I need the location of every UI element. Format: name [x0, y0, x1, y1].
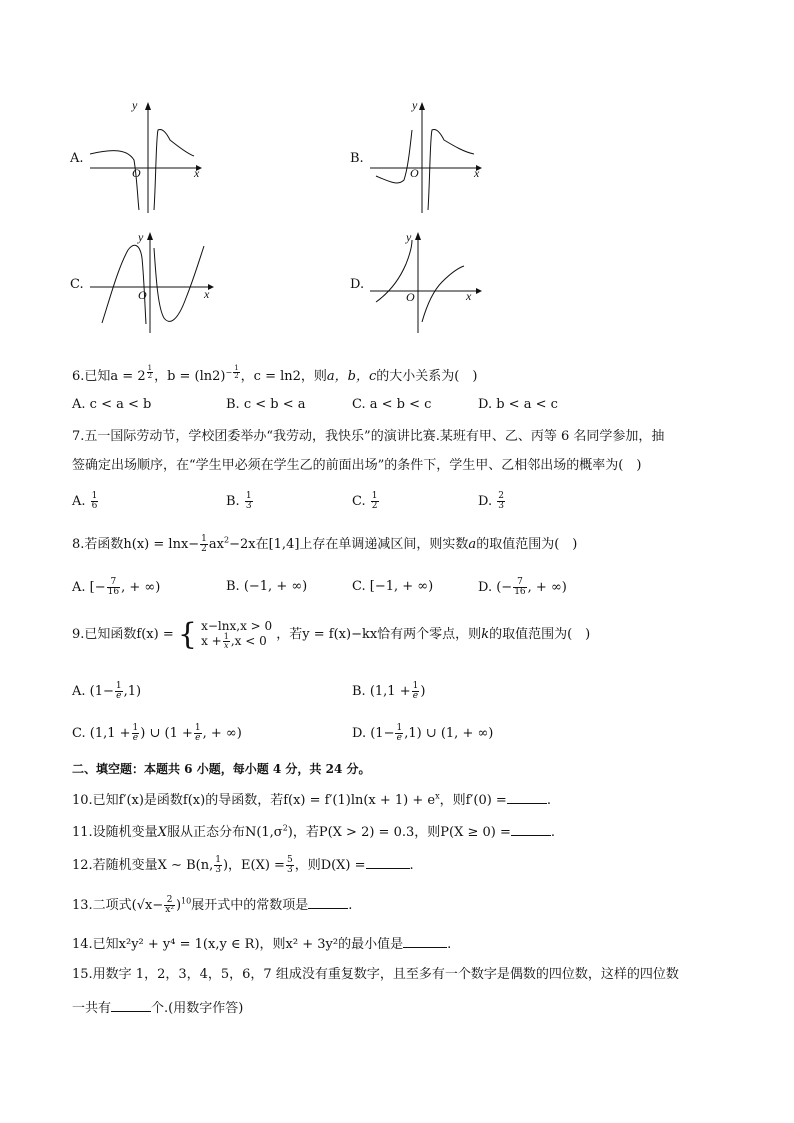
q13-frac-den: x²	[165, 905, 174, 915]
q13-answer-blank[interactable]	[308, 897, 348, 909]
q7-option-a-num: 1	[91, 491, 98, 501]
question-11	[72, 824, 555, 839]
q7-option-a-label: A.	[72, 494, 86, 509]
q9-case-2-post: ,x < 0	[230, 634, 267, 648]
q9-var: k	[481, 627, 490, 642]
q9-option-d-pre: D. (1−	[352, 726, 395, 741]
q7-option-d-den: 3	[498, 501, 504, 511]
graph-c-y-label: y	[138, 230, 144, 244]
q6-option-a: A. c < a < b	[72, 397, 152, 412]
graph-b-y-label: y	[412, 98, 418, 112]
graph-b-plot	[370, 98, 490, 213]
q7-option-b-label: B.	[226, 494, 240, 509]
q8-option-d-den: 16	[514, 587, 526, 597]
graph-d-y-label: y	[406, 230, 412, 244]
q12-answer-blank[interactable]	[366, 857, 410, 869]
q11-end: .	[550, 825, 555, 840]
graph-a-origin-label: O	[132, 166, 141, 180]
question-6	[72, 365, 477, 383]
q8-option-b: B. (−1, + ∞)	[226, 579, 308, 594]
graph-c-label: C.	[70, 277, 84, 292]
q6-a-exponent: 1 2	[147, 364, 153, 380]
q9-option-c-post: , + ∞)	[202, 726, 242, 741]
q11-answer-blank[interactable]	[511, 824, 551, 836]
q8-option-d-pre: D. (−	[478, 580, 513, 595]
q9-option-b-num: 1	[412, 681, 419, 691]
q7-option-d-num: 2	[498, 491, 504, 501]
q9-option-c-num-2: 1	[194, 723, 201, 733]
q8-post: ax	[208, 537, 224, 552]
q8-option-a-den: 16	[107, 587, 120, 597]
graph-d-x-label: x	[466, 289, 472, 303]
q15-line-2-pre: 一共有	[72, 1001, 112, 1016]
graph-c	[70, 228, 220, 333]
graph-b-x-label: x	[474, 166, 480, 180]
q14-answer-blank[interactable]	[403, 936, 447, 948]
graph-b-origin-label: O	[410, 166, 419, 180]
q12-frac2-den: 3	[286, 865, 293, 875]
q8-option-a	[72, 578, 160, 597]
graph-a-plot	[90, 98, 210, 213]
q8-var: a	[468, 537, 477, 552]
q10-sup: x	[435, 791, 440, 801]
graph-a-x-label: x	[194, 166, 200, 180]
q12-frac-den: 3	[215, 865, 221, 875]
q9-option-c-den-2: e	[195, 733, 201, 743]
q9-option-b-pre: B. (1,1 +	[352, 684, 411, 699]
q9-case-2-den: x	[224, 641, 229, 650]
graph-c-origin-label: O	[138, 288, 147, 302]
q7-option-c	[352, 492, 380, 511]
q8-frac-den: 2	[201, 544, 207, 554]
q13-sup: 10	[181, 896, 192, 906]
q10-text: 10.已知f′(x)是函数f(x)的导函数，若f(x) = f′(1)ln(x + 1) + e	[72, 793, 436, 808]
q6-tail: 的大小关系为( )	[376, 368, 478, 384]
q14-text: 14.已知x²y² + y⁴ = 1(x,y ∈ R)，则x² + 3y²的最小值是	[72, 937, 404, 952]
q6-option-c: C. a < b < c	[352, 397, 432, 412]
question-13: 13.二项式(√x− $\frac{2}{\text{x²}}$ )$^{10}$展开式中的常数项是 .	[72, 895, 353, 915]
q15-line-2-post: 个.(用数字作答)	[151, 1001, 244, 1016]
q9-case-1: x−lnx,x > 0	[201, 619, 273, 633]
q9-option-c	[72, 724, 242, 743]
q8-frac-num: 1	[201, 534, 207, 544]
q7-option-a-den: 6	[91, 501, 98, 511]
q13-post: 展开式中的常数项是	[191, 898, 309, 913]
q10-tail: ，则f′(0) =	[439, 793, 507, 808]
q6-option-b: B. c < b < a	[226, 397, 306, 412]
graph-c-plot	[90, 228, 220, 333]
q8-option-a-pre: A. [−	[72, 580, 106, 595]
q7-option-c-num: 1	[371, 491, 378, 501]
q7-option-b-num: 1	[245, 491, 252, 501]
q9-option-a-num: 1	[115, 681, 122, 691]
q13-frac-num: 2	[164, 896, 175, 906]
graph-b	[350, 98, 490, 213]
q9-option-c-num-1: 1	[132, 723, 139, 733]
q9-option-a-pre: A. (1−	[72, 684, 114, 699]
q6-a-expr: a = 2	[110, 368, 146, 384]
graph-c-x-label: x	[204, 287, 210, 301]
q9-case-2-pre: x +	[201, 634, 222, 648]
q9-option-d-num: 1	[396, 723, 403, 733]
q8-option-c: C. [−1, + ∞)	[352, 579, 434, 594]
section-2-heading: 二、填空题：本题共 6 小题，每小题 4 分，共 24 分。	[72, 762, 371, 776]
q13-pre: 13.二项式(√x−	[72, 898, 164, 913]
q9-option-c-den-1: e	[132, 733, 139, 743]
q8-option-a-post: , + ∞)	[121, 580, 161, 595]
q11-mid: 服从正态分布N(1,σ	[166, 825, 283, 840]
graph-a	[70, 98, 210, 213]
q9-option-b-post: )	[420, 684, 426, 699]
q8-pre: 8.若函数h(x) = lnx−	[72, 537, 200, 552]
question-12	[72, 856, 414, 875]
q15-line-1: 15.用数字 1，2，3，4，5，6，7 组成没有重复数字，且至多有一个数字是偶数的四位数，这样的四位数	[72, 967, 679, 982]
q7-option-b-den: 3	[245, 501, 252, 511]
graph-b-label: B.	[350, 151, 364, 166]
q15-line-2	[72, 1000, 243, 1015]
q6-option-d: D. b < a < c	[478, 397, 558, 412]
q7-option-a	[72, 492, 99, 511]
q7-option-b	[226, 492, 254, 511]
q10-answer-blank[interactable]	[507, 792, 547, 804]
q11-var: X	[157, 825, 167, 840]
q7-option-c-label: C.	[352, 494, 366, 509]
q9-brace: {	[177, 616, 197, 652]
question-14	[72, 936, 451, 951]
q8-post2: −2x在[1,4]上存在单调递减区间，则实数	[229, 537, 469, 552]
q8-tail: 的取值范围为( )	[476, 537, 578, 552]
q7-line-2: 签确定出场顺序，在“学生甲必须在学生乙的前面出场”的条件下，学生甲、乙相邻出场的概率为( )	[72, 458, 642, 473]
q12-frac-num: 1	[215, 855, 221, 865]
q14-end: .	[447, 937, 452, 952]
q11-pre: 11.设随机变量	[72, 825, 158, 840]
q7-option-d	[478, 492, 506, 511]
q6-stem-pre: 6.已知	[72, 368, 111, 384]
graph-d-origin-label: O	[406, 290, 415, 304]
graph-d	[350, 228, 490, 333]
q9-option-a	[72, 682, 141, 701]
q9-option-d-den: e	[396, 733, 402, 743]
q12-mid: )，E(X) =	[222, 858, 285, 873]
q6-c-expr: ，c = ln2，则	[240, 368, 327, 384]
q9-option-c-pre: C. (1,1 +	[72, 726, 131, 741]
q6-b-exponent: − 1 2	[225, 364, 239, 380]
question-10	[72, 792, 551, 807]
q9-option-b-den: e	[412, 691, 419, 701]
q12-end: .	[409, 858, 414, 873]
q11-post: )，若P(X > 2) = 0.3，则P(X ≥ 0) =	[287, 825, 511, 840]
q9-option-d	[352, 724, 493, 743]
question-9	[72, 616, 591, 652]
q7-option-d-label: D.	[478, 494, 493, 509]
q9-pre: 9.已知函数f(x) =	[72, 627, 174, 642]
q12-frac2-num: 5	[286, 855, 293, 865]
q9-cases	[201, 619, 272, 650]
q9-option-a-post: ,1)	[123, 684, 142, 699]
q8-option-d-post: , + ∞)	[527, 580, 567, 595]
q6-b-expr: ，b = (ln2)	[154, 368, 226, 384]
q9-case-2	[201, 633, 272, 650]
q7-line-1: 7.五一国际劳动节，学校团委举办“我劳动，我快乐”的演讲比赛.某班有甲、乙、丙等 6 名同学参加，抽	[72, 429, 665, 444]
q9-option-a-den: e	[116, 691, 122, 701]
q9-mid: ，若y = f(x)−kx恰有两个零点，则	[276, 627, 482, 642]
q11-sup: 2	[282, 823, 288, 833]
q12-post: ，则D(X) =	[294, 858, 366, 873]
graph-d-label: D.	[350, 277, 365, 292]
question-8: 8.若函数h(x) = lnx− $\frac{1}{2}$ $ax^2-2x$在[1,4]上存在单调递减区间，则实数a的取值范围为( )	[72, 534, 578, 554]
q8-option-d	[478, 578, 567, 597]
q9-option-c-mid: ) ∪ (1 +	[140, 726, 193, 741]
q9-option-d-post: ,1) ∪ (1, + ∞)	[404, 726, 494, 741]
graph-d-plot	[370, 228, 490, 333]
q13-end: .	[348, 898, 353, 913]
graph-a-label: A.	[70, 151, 84, 166]
q9-option-b	[352, 682, 425, 701]
q9-tail: 的取值范围为( )	[489, 627, 591, 642]
q15-answer-blank[interactable]	[111, 1000, 151, 1012]
q9-case-2-num: 1	[223, 632, 229, 641]
q8-option-a-num: 7	[107, 578, 120, 588]
q7-option-c-den: 2	[371, 501, 378, 511]
graph-a-y-label: y	[132, 98, 138, 112]
q10-end: .	[546, 793, 551, 808]
q8-option-d-num: 7	[513, 578, 526, 588]
q6-vars: a，b，c	[326, 368, 377, 384]
q12-pre: 12.若随机变量X ∼ B(n,	[72, 858, 214, 873]
